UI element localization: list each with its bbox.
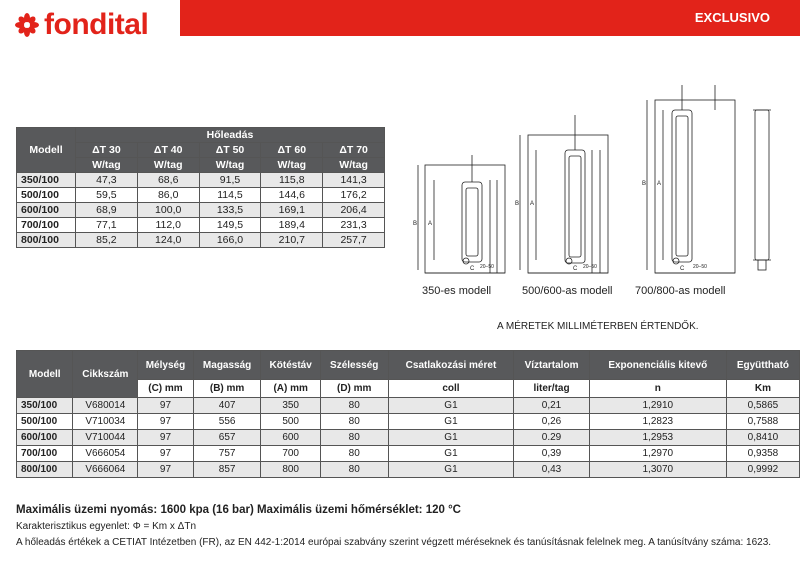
- max-pressure-text: Maximális üzemi nyomás: 1600 kpa (16 bar) Maximális üzemi hőmérséklet: 120 °C: [16, 504, 461, 516]
- spec-cell: 757: [193, 446, 261, 462]
- heat-value-cell: 166,0: [199, 233, 261, 248]
- table-row: [17, 462, 800, 478]
- spec-cell: 0,39: [514, 446, 589, 462]
- spec-cell: 0,8410: [726, 430, 799, 446]
- unit-header: W/tag: [199, 158, 261, 173]
- spec-cell: 0,21: [514, 398, 589, 414]
- radiator-350-drawing: [413, 155, 505, 273]
- heat-output-table: [16, 127, 385, 248]
- heat-value-cell: 189,4: [261, 218, 323, 233]
- heat-value-cell: 59,5: [76, 188, 138, 203]
- spec-header: Kötéstáv: [261, 351, 320, 380]
- brand-logo: [14, 8, 148, 42]
- radiator-drawings: [410, 85, 795, 300]
- heat-output-header: Hőleadás: [76, 128, 385, 143]
- svg-text:B: B: [515, 201, 520, 207]
- spec-cell: 556: [193, 414, 261, 430]
- spec-cell: 0,9358: [726, 446, 799, 462]
- spec-cell: 700: [261, 446, 320, 462]
- diagram-label-500-600: 500/600-as modell: [522, 285, 613, 297]
- heat-value-cell: 141,3: [323, 173, 385, 188]
- spec-subheader: liter/tag: [514, 380, 589, 398]
- heat-value-cell: 210,7: [261, 233, 323, 248]
- delta-header: ΔT 50: [199, 143, 261, 158]
- spec-cell: V666054: [73, 446, 138, 462]
- unit-header: W/tag: [261, 158, 323, 173]
- heat-value-cell: 100,0: [137, 203, 199, 218]
- model-header: Modell: [17, 128, 76, 173]
- spec-subheader: (D) mm: [320, 380, 388, 398]
- heat-value-cell: 231,3: [323, 218, 385, 233]
- spec-subheader: coll: [388, 380, 514, 398]
- spec-cell: 600/100: [17, 430, 73, 446]
- spec-cell: G1: [388, 414, 514, 430]
- heat-value-cell: 114,5: [199, 188, 261, 203]
- delta-header: ΔT 60: [261, 143, 323, 158]
- spec-cell: 80: [320, 398, 388, 414]
- spec-subheader: n: [589, 380, 726, 398]
- spec-cell: 700/100: [17, 446, 73, 462]
- unit-header: W/tag: [137, 158, 199, 173]
- heat-value-cell: 124,0: [137, 233, 199, 248]
- spec-subheader: (A) mm: [261, 380, 320, 398]
- delta-header: ΔT 40: [137, 143, 199, 158]
- spec-header: Csatlakozási méret: [388, 351, 514, 380]
- spec-header: Modell: [17, 351, 73, 398]
- heat-value-cell: 115,8: [261, 173, 323, 188]
- spec-cell: 350/100: [17, 398, 73, 414]
- diagram-label-700-800: 700/800-as modell: [635, 285, 726, 297]
- heat-value-cell: 47,3: [76, 173, 138, 188]
- svg-text:20–50: 20–50: [583, 264, 597, 270]
- spec-cell: 0,9992: [726, 462, 799, 478]
- delta-header: ΔT 70: [323, 143, 385, 158]
- spec-cell: 800: [261, 462, 320, 478]
- heat-value-cell: 91,5: [199, 173, 261, 188]
- heat-value-cell: 86,0: [137, 188, 199, 203]
- spec-cell: G1: [388, 462, 514, 478]
- dimensions-note: A MÉRETEK MILLIMÉTERBEN ÉRTENDŐK.: [497, 321, 699, 332]
- spec-cell: 80: [320, 462, 388, 478]
- heat-value-cell: 149,5: [199, 218, 261, 233]
- spec-cell: V710044: [73, 430, 138, 446]
- heat-value-cell: 144,6: [261, 188, 323, 203]
- table-row: [17, 398, 800, 414]
- table-row: [17, 218, 385, 233]
- spec-cell: 0,26: [514, 414, 589, 430]
- spec-cell: 0,5865: [726, 398, 799, 414]
- heat-value-cell: 257,7: [323, 233, 385, 248]
- spec-cell: 80: [320, 446, 388, 462]
- spec-subheader: (C) mm: [138, 380, 194, 398]
- heat-value-cell: 85,2: [76, 233, 138, 248]
- spec-header: Cikkszám: [73, 351, 138, 398]
- table-row: [17, 233, 385, 248]
- svg-text:C: C: [680, 266, 685, 272]
- spec-cell: 80: [320, 414, 388, 430]
- model-cell: 800/100: [17, 233, 76, 248]
- spec-header: Mélység: [138, 351, 194, 380]
- spec-cell: 500/100: [17, 414, 73, 430]
- spec-cell: 800/100: [17, 462, 73, 478]
- heat-value-cell: 68,6: [137, 173, 199, 188]
- model-cell: 350/100: [17, 173, 76, 188]
- svg-text:B: B: [642, 181, 647, 187]
- svg-text:20–50: 20–50: [693, 264, 707, 270]
- brand-name: fondital: [44, 8, 149, 41]
- spec-cell: 97: [138, 462, 194, 478]
- spec-cell: 97: [138, 414, 194, 430]
- spec-cell: 857: [193, 462, 261, 478]
- spec-cell: 500: [261, 414, 320, 430]
- spec-cell: G1: [388, 430, 514, 446]
- heat-value-cell: 133,5: [199, 203, 261, 218]
- svg-text:20–50: 20–50: [480, 264, 494, 270]
- heat-value-cell: 169,1: [261, 203, 323, 218]
- specification-table: [16, 350, 800, 478]
- flower-icon: [14, 12, 40, 38]
- spec-cell: 0,7588: [726, 414, 799, 430]
- model-cell: 600/100: [17, 203, 76, 218]
- spec-header: Szélesség: [320, 351, 388, 380]
- model-cell: 500/100: [17, 188, 76, 203]
- characteristic-equation: Karakterisztikus egyenlet: Φ = Km x ΔTn: [16, 521, 196, 532]
- heat-value-cell: 77,1: [76, 218, 138, 233]
- spec-cell: 0,43: [514, 462, 589, 478]
- product-line-label: EXCLUSIVO: [694, 10, 770, 25]
- spec-header: Együttható: [726, 351, 799, 380]
- svg-text:A: A: [428, 221, 433, 227]
- unit-header: W/tag: [76, 158, 138, 173]
- svg-text:A: A: [657, 181, 662, 187]
- svg-text:B: B: [413, 221, 418, 227]
- table-row: [17, 430, 800, 446]
- table-row: [17, 188, 385, 203]
- spec-cell: 600: [261, 430, 320, 446]
- heat-value-cell: 176,2: [323, 188, 385, 203]
- heat-value-cell: 112,0: [137, 218, 199, 233]
- certification-note: A hőleadás értékek a CETIAT Intézetben (FR), az EN 442-1:2014 európai szabvány szerint végzett méréseknek és tanúsításnak felelnek meg. A tanúsítvány száma: 1623.: [16, 537, 772, 548]
- svg-text:C: C: [470, 266, 475, 272]
- spec-header: Víztartalom: [514, 351, 589, 380]
- radiator-500-600-drawing: [515, 115, 608, 273]
- spec-cell: 97: [138, 430, 194, 446]
- delta-header: ΔT 30: [76, 143, 138, 158]
- heat-value-cell: 68,9: [76, 203, 138, 218]
- spec-cell: V680014: [73, 398, 138, 414]
- table-row: [17, 414, 800, 430]
- spec-cell: V666064: [73, 462, 138, 478]
- spec-subheader: (B) mm: [193, 380, 261, 398]
- spec-subheader: Km: [726, 380, 799, 398]
- model-cell: 700/100: [17, 218, 76, 233]
- spec-cell: V710034: [73, 414, 138, 430]
- spec-cell: 1,2970: [589, 446, 726, 462]
- table-row: [17, 173, 385, 188]
- svg-text:A: A: [530, 201, 535, 207]
- spec-cell: 1,2823: [589, 414, 726, 430]
- header-banner: [180, 0, 800, 36]
- table-row: [17, 446, 800, 462]
- spec-cell: 657: [193, 430, 261, 446]
- spec-cell: 407: [193, 398, 261, 414]
- table-row: [17, 203, 385, 218]
- spec-cell: 1,3070: [589, 462, 726, 478]
- spec-header: Exponenciális kitevő: [589, 351, 726, 380]
- diagram-label-350: 350-es modell: [422, 285, 492, 297]
- spec-header: Magasság: [193, 351, 261, 380]
- spec-cell: G1: [388, 398, 514, 414]
- svg-text:C: C: [573, 266, 578, 272]
- spec-cell: 80: [320, 430, 388, 446]
- spec-cell: 0.29: [514, 430, 589, 446]
- spec-cell: G1: [388, 446, 514, 462]
- unit-header: W/tag: [323, 158, 385, 173]
- spec-cell: 350: [261, 398, 320, 414]
- radiator-700-800-drawing: [642, 85, 771, 273]
- spec-cell: 97: [138, 446, 194, 462]
- dimension-diagrams: [410, 85, 795, 300]
- spec-cell: 1,2953: [589, 430, 726, 446]
- spec-cell: 1,2910: [589, 398, 726, 414]
- heat-value-cell: 206,4: [323, 203, 385, 218]
- spec-cell: 97: [138, 398, 194, 414]
